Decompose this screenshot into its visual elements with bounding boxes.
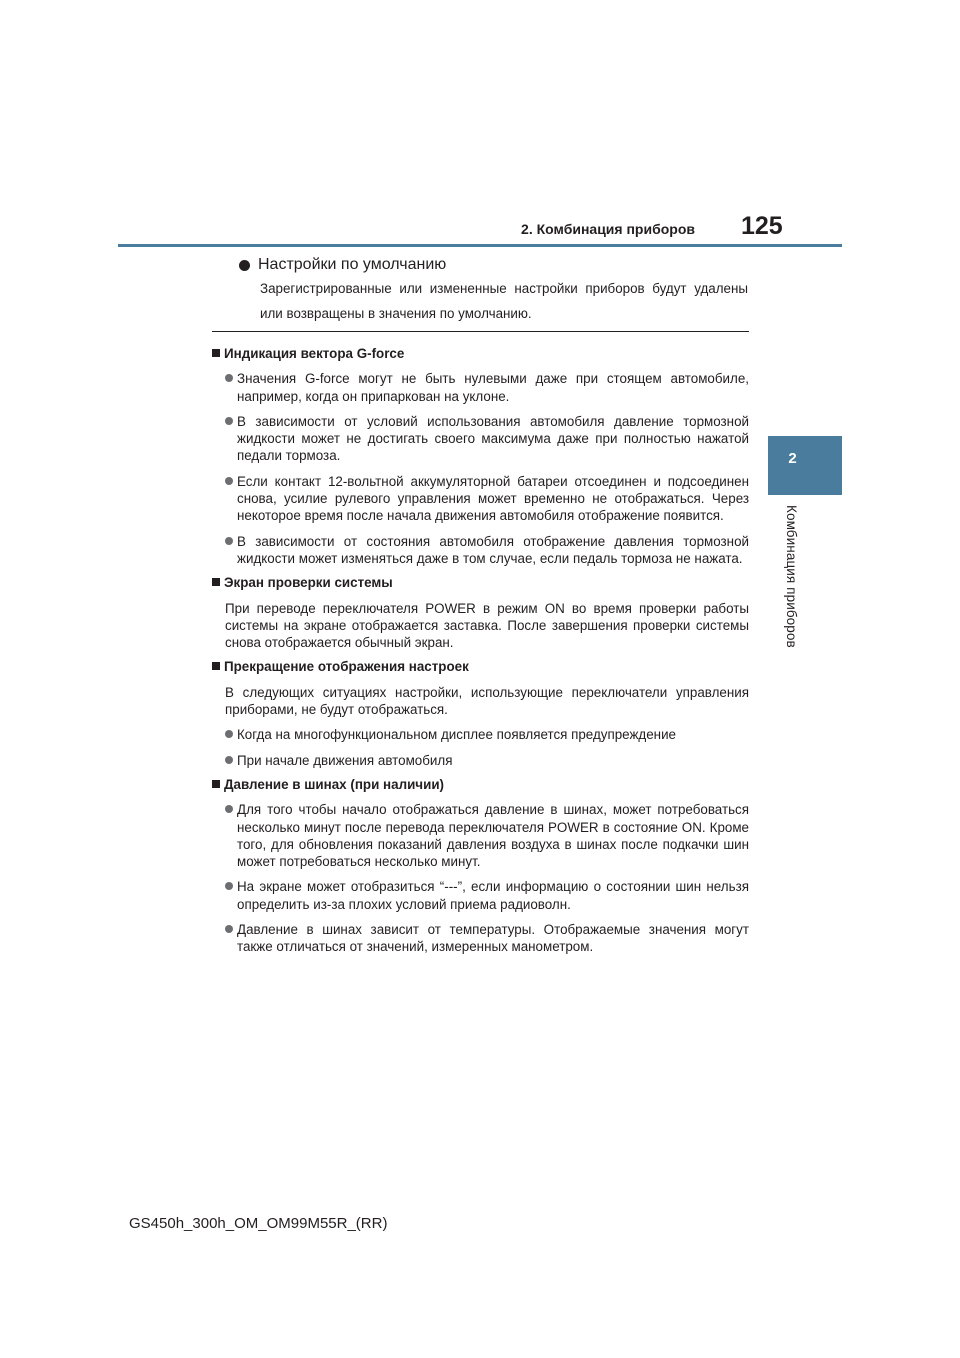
list-item: Если контакт 12-вольтной аккумуляторной батареи отсоединен и подсоединен снова, усилие рулевого управления может временно не отображаться. Через некоторое время после начала движения автомобиля отображение появится. <box>212 473 749 525</box>
list-item: Давление в шинах зависит от температуры. Отображаемые значения могут также отличаться от значений, измеренных манометром. <box>212 921 749 956</box>
square-bullet-icon <box>212 780 220 788</box>
list-item: Когда на многофункциональном дисплее появляется предупреждение <box>212 726 749 743</box>
bullet-icon <box>225 925 233 933</box>
list-item: При начале движения автомобиля <box>212 752 749 769</box>
chapter-tab-number: 2 <box>788 450 797 467</box>
bullet-icon <box>225 730 233 738</box>
bullet-icon <box>225 805 233 813</box>
bullet-icon <box>239 260 250 271</box>
section-title: 2. Комбинация приборов <box>521 221 695 237</box>
bullet-icon <box>225 537 233 545</box>
section-paragraph: В следующих ситуациях настройки, использующие переключатели управления приборами, не будут отображаться. <box>225 684 749 718</box>
section-heading: Давление в шинах (при наличии) <box>212 776 749 793</box>
list-item: В зависимости от состояния автомобиля отображение давления тормозной жидкости может изменяться даже в том случае, если педаль тормоза не нажата. <box>212 533 749 568</box>
bullet-icon <box>225 756 233 764</box>
chapter-tab-label: Комбинация приборов <box>784 505 799 648</box>
bullet-icon <box>225 417 233 425</box>
top-item-title: Настройки по умолчанию <box>258 256 447 273</box>
section-heading: Индикация вектора G-force <box>212 345 749 362</box>
bullet-icon <box>225 374 233 382</box>
top-item-text: Зарегистрированные или измененные настройки приборов будут удалены или возвращены в значения по умолчанию. <box>260 281 748 321</box>
page-number: 125 <box>741 212 783 240</box>
list-item: Значения G-force могут не быть нулевыми даже при стоящем автомобиле, например, когда он припаркован на уклоне. <box>212 370 749 405</box>
top-item-heading <box>239 256 446 274</box>
divider <box>212 331 749 332</box>
list-item: На экране может отобразиться “---”, если информацию о состоянии шин нельзя определить из-за плохих условий приема радиоволн. <box>212 878 749 913</box>
bullet-icon <box>225 882 233 890</box>
notes-content <box>212 345 749 956</box>
list-item: В зависимости от условий использования автомобиля давление тормозной жидкости может не достигать своего максимума даже при полностью нажатой педали тормоза. <box>212 413 749 465</box>
section-heading: Прекращение отображения настроек <box>212 658 749 675</box>
bullet-icon <box>225 477 233 485</box>
section-heading: Экран проверки системы <box>212 574 749 591</box>
square-bullet-icon <box>212 578 220 586</box>
section-paragraph: При переводе переключателя POWER в режим ON во время проверки работы системы на экране отображается заставка. После завершения проверки системы снова отображается обычный экран. <box>225 600 749 651</box>
square-bullet-icon <box>212 662 220 670</box>
document-code: GS450h_300h_OM_OM99M55R_(RR) <box>129 1215 388 1232</box>
square-bullet-icon <box>212 349 220 357</box>
header-rule <box>118 244 842 247</box>
list-item: Для того чтобы начало отображаться давление в шинах, может потребоваться несколько минут после перевода переключателя POWER в состояние ON. Кроме того, для обновления показаний давления воздуха в шинах после подкачки шин может потребоваться несколько минут. <box>212 801 749 870</box>
